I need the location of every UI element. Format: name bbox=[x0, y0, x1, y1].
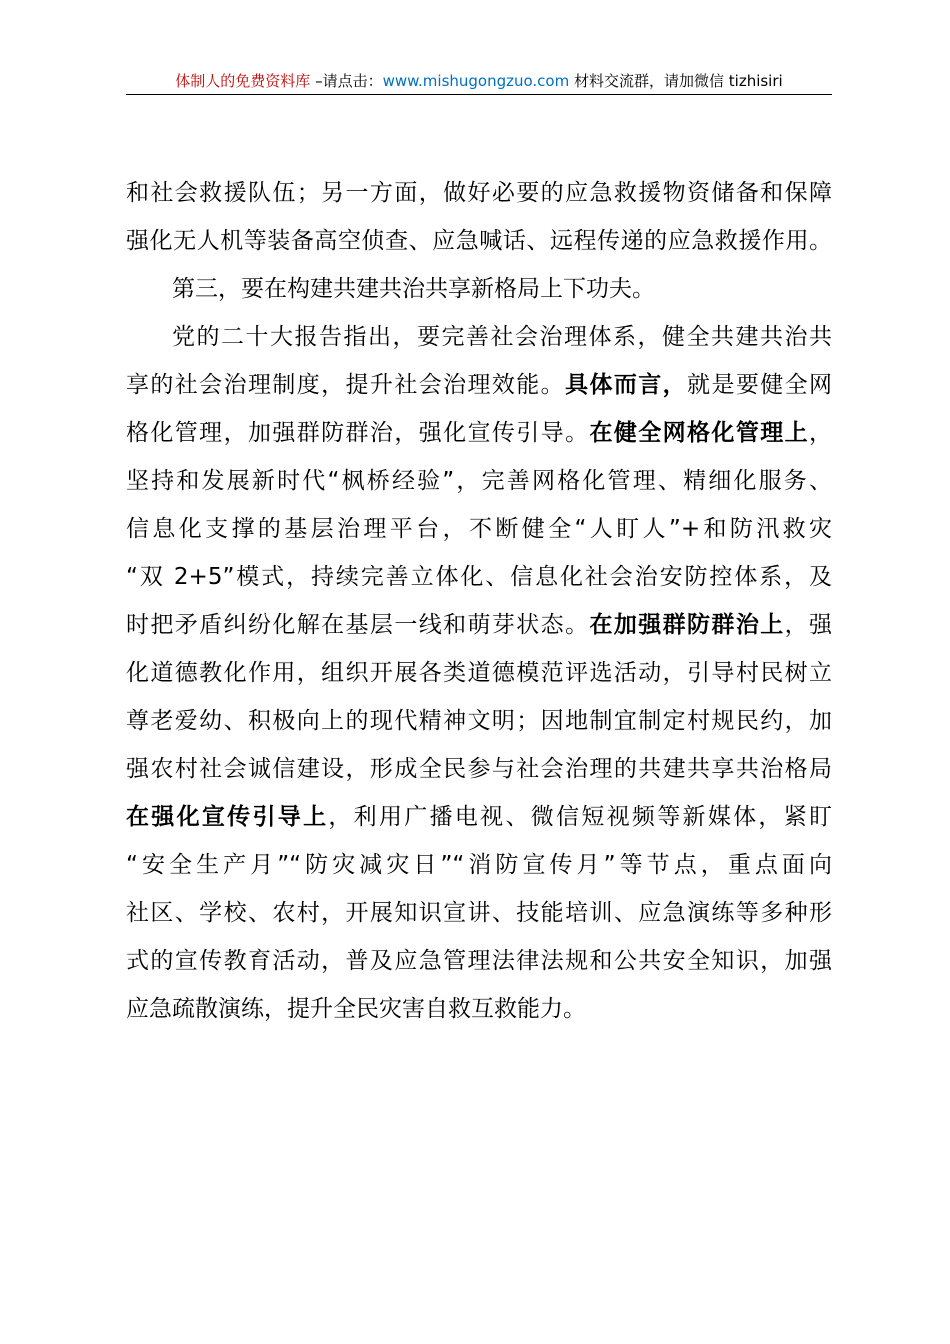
text-run: ，利用广播电视、微信短视频等新媒体，紧盯 bbox=[328, 804, 833, 830]
text-run: 党的二十大报告指出，要完善社会治理体系，健全共建共治共 bbox=[172, 324, 832, 350]
text-run: 格化管理，加强群防群治，强化宣传引导。 bbox=[126, 420, 590, 446]
header-url-link[interactable]: www.mishugongzuo.com bbox=[382, 72, 570, 90]
text-run: 化道德教化作用，组织开展各类道德模范评选活动，引导村民树立 bbox=[126, 660, 832, 686]
text-run: 强农村社会诚信建设，形成全民参与社会治理的共建共享共治格局 bbox=[126, 756, 832, 782]
section-heading-line bbox=[126, 272, 832, 320]
text-run: 第三，要在构建共建共治共享新格局上下功夫。 bbox=[172, 276, 655, 302]
text-run: 式的宣传教育活动，普及应急管理法律法规和公共安全知识，加强 bbox=[126, 948, 832, 974]
text-run: 强化无人机等装备高空侦查、应急喊话、远程传递的应急救援作用。 bbox=[126, 228, 832, 254]
paragraph-first-line bbox=[126, 320, 832, 368]
bold-text-run: 具体而言， bbox=[565, 372, 688, 398]
text-run: 时把矛盾纠纷化解在基层一线和萌芽状态。 bbox=[126, 612, 590, 638]
text-line bbox=[126, 512, 832, 560]
text-run: 社区、学校、农村，开展知识宣讲、技能培训、应急演练等多种形 bbox=[126, 900, 832, 926]
page-header bbox=[126, 70, 832, 95]
text-line bbox=[126, 560, 832, 608]
header-prefix: –请点击： bbox=[310, 72, 383, 90]
text-line bbox=[126, 608, 832, 656]
text-run: 信息化支撑的基层治理平台，不断健全“人盯人”+和防汛救灾 bbox=[126, 516, 832, 542]
text-run: 坚持和发展新时代“枫桥经验”，完善网格化管理、精细化服务、 bbox=[126, 468, 832, 494]
document-body bbox=[126, 176, 832, 1040]
text-run: 应急疏散演练，提升全民灾害自救互救能力。 bbox=[126, 996, 586, 1022]
text-run: “双 2+5”模式，持续完善立体化、信息化社会治安防控体系，及 bbox=[126, 564, 832, 590]
header-brand: 体制人的免费资料库 bbox=[175, 72, 311, 90]
text-run: 就是要健全网 bbox=[687, 372, 833, 398]
text-line bbox=[126, 800, 832, 848]
text-line bbox=[126, 224, 832, 272]
text-run: ， bbox=[809, 420, 833, 446]
text-line bbox=[126, 464, 832, 512]
paragraph-last-line bbox=[126, 992, 832, 1040]
text-run: 享的社会治理制度，提升社会治理效能。 bbox=[126, 372, 566, 398]
text-run: 尊老爱幼、积极向上的现代精神文明；因地制宜制定村规民约，加 bbox=[126, 708, 832, 734]
text-line bbox=[126, 944, 832, 992]
text-line bbox=[126, 848, 832, 896]
header-suffix: 材料交流群，请加微信 tizhisiri bbox=[569, 72, 783, 90]
text-run: “安全生产月”“防灾减灾日”“消防宣传月”等节点，重点面向 bbox=[126, 852, 832, 878]
text-line bbox=[126, 896, 832, 944]
text-line bbox=[126, 752, 832, 800]
text-line bbox=[126, 704, 832, 752]
text-run: 和社会救援队伍；另一方面，做好必要的应急救援物资储备和保障 bbox=[126, 180, 832, 206]
text-line bbox=[126, 176, 832, 224]
bold-text-run: 在健全网格化管理上 bbox=[589, 420, 810, 446]
text-line bbox=[126, 416, 832, 464]
text-line bbox=[126, 368, 832, 416]
text-line bbox=[126, 656, 832, 704]
text-run: ，强 bbox=[784, 612, 833, 638]
bold-text-run: 在加强群防群治上 bbox=[589, 612, 785, 638]
bold-text-run: 在强化宣传引导上 bbox=[126, 804, 329, 830]
